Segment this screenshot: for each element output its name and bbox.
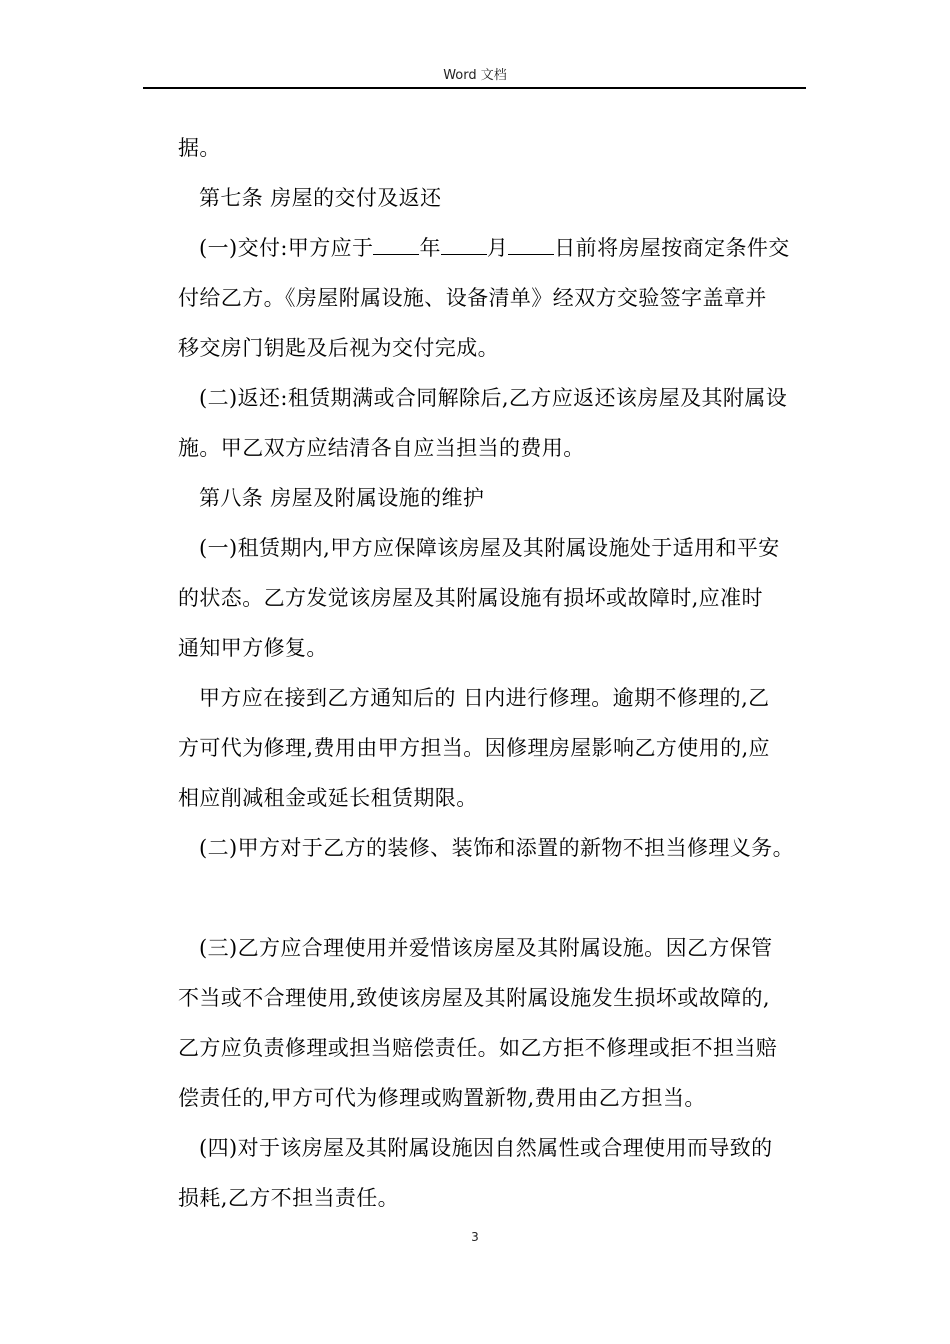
body-line: (四)对于该房屋及其附属设施因自然属性或合理使用而导致的 xyxy=(199,1136,773,1160)
body-line: 通知甲方修复。 xyxy=(178,636,328,660)
article-8-heading: 第八条 房屋及附属设施的维护 xyxy=(199,486,485,510)
body-line: 付给乙方。《房屋附属设施、设备清单》经双方交验签字盖章并 xyxy=(178,286,767,310)
body-line: 方可代为修理,费用由甲方担当。因修理房屋影响乙方使用的,应 xyxy=(178,736,770,760)
header-divider xyxy=(143,87,806,89)
month-label: 月 xyxy=(486,236,509,260)
article-7-heading: 第七条 房屋的交付及返还 xyxy=(199,186,442,210)
document-body xyxy=(178,123,810,1223)
body-line: (一)租赁期内,甲方应保障该房屋及其附属设施处于适用和平安 xyxy=(199,536,780,560)
body-line: 甲方应在接到乙方通知后的 日内进行修理。逾期不修理的,乙 xyxy=(199,686,770,710)
body-line: 偿责任的,甲方可代为修理或购置新物,费用由乙方担当。 xyxy=(178,1086,706,1110)
body-line: 移交房门钥匙及后视为交付完成。 xyxy=(178,336,499,360)
body-line: 据。 xyxy=(178,136,221,160)
delivery-clause-start: (一)交付:甲方应于 xyxy=(199,236,374,260)
body-line: (二)返还:租赁期满或合同解除后,乙方应返还该房屋及其附属设 xyxy=(199,386,788,410)
body-line: 乙方应负责修理或担当赔偿责任。如乙方拒不修理或拒不担当赔 xyxy=(178,1036,778,1060)
body-line: 相应削减租金或延长租赁期限。 xyxy=(178,786,478,810)
day-blank xyxy=(508,236,554,255)
month-blank xyxy=(441,236,487,255)
body-line: 施。甲乙双方应结清各自应当担当的费用。 xyxy=(178,436,585,460)
document-header-title: Word 文档 xyxy=(443,68,507,83)
body-line: (三)乙方应合理使用并爱惜该房屋及其附属设施。因乙方保管 xyxy=(199,936,773,960)
body-line: (二)甲方对于乙方的装修、装饰和添置的新物不担当修理义务。 xyxy=(199,836,794,860)
body-line: 损耗,乙方不担当责任。 xyxy=(178,1186,400,1210)
body-line: 的状态。乙方发觉该房屋及其附属设施有损坏或故障时,应准时 xyxy=(178,586,763,610)
body-line: 不当或不合理使用,致使该房屋及其附属设施发生损坏或故障的, xyxy=(178,986,770,1010)
year-label: 年 xyxy=(419,236,441,260)
page-number: 3 xyxy=(471,1230,479,1244)
paragraph-spacer xyxy=(178,873,810,923)
year-blank xyxy=(373,236,419,255)
body-line-with-blanks xyxy=(178,223,810,273)
delivery-clause-end: 日前将房屋按商定条件交 xyxy=(554,236,790,260)
